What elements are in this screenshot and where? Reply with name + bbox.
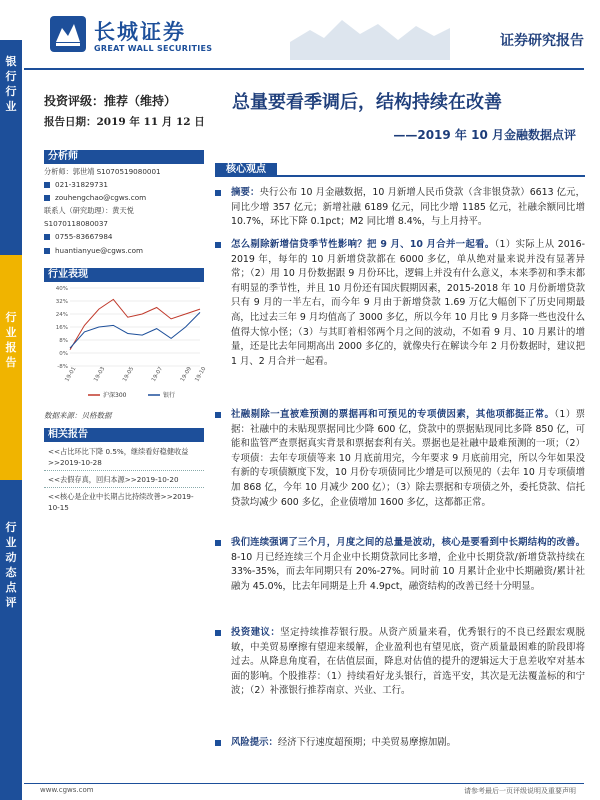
contact-license-text: S1070118080037 — [44, 219, 109, 228]
x-tick-label: 19-07 — [150, 366, 165, 383]
logo-text-en: GREAT WALL SECURITIES — [94, 44, 213, 53]
header-divider — [24, 68, 584, 70]
sidebar-segment-industry — [0, 40, 22, 255]
risk-paragraph — [215, 736, 585, 751]
y-tick-label: 40% — [55, 286, 68, 292]
trend-box-title: 行业表现 — [44, 268, 204, 282]
phone-icon — [44, 182, 50, 188]
investment-rating: 投资评级：推荐（维持） — [44, 94, 177, 108]
paragraph-text: （1）实际上从 2016-2019 年，每年的 10 月新增贷款都在 6000 多亿，单从绝对量来说并没有显著异常；（2）用 10 月份数据跟 9 月份环比，逻辑上并没有什么意义，本来季初和季末都有明显的季节性，并且 10 月份还有国庆假期因素，2015-2018 年 10 月份新增贷款只有 9 月的一半左右，而今年 9 月由于新增贷款 1.69 万亿大幅创下了历史同期最高，比过去三年 9 月均值高了 3000 多亿，所以今年 10 月比 9 月多降一些也没什么值得大惊小怪；（3）与其盯着相邻两个月之间的波动，不如看 9 月、10 月累计的增量，还是比去年同期高出 2000 多亿的，就像央行在解读今年 2 月份数据时，建议把 1 月、2 月合并一起看。 — [231, 239, 585, 367]
analyst-line — [44, 167, 161, 177]
chart-y-ticks — [56, 286, 68, 370]
contact-email[interactable] — [44, 246, 143, 255]
analyst-name: 分析师：郭世靖 S1070519080001 — [44, 167, 161, 176]
paragraph-text: 8-10 月已经连续三个月企业中长期贷款同比多增，企业中长期贷款/新增贷款持续在 33%-35%，而去年同期只有 20%-27%。同时前 10 月累计企业中长期融资/累计社融为 45.0%，比去年同期是上升 4.9pct，融资结构的改善已经十分明显。 — [231, 551, 585, 592]
contact-email-text: huantianyue@cgws.com — [55, 246, 144, 255]
analyst-phone-text: 021-31829731 — [55, 180, 108, 189]
sidebar-segment-industry-label: 银行行业 — [5, 55, 17, 113]
bullet-icon — [215, 412, 221, 418]
paragraph-lead: 怎么剔除新增信贷季节性影响？把 9 月、10 月合并一起看。 — [231, 239, 495, 250]
contact-line — [44, 206, 134, 216]
chart-x-ticks — [64, 366, 207, 383]
analyst-phone — [44, 180, 108, 189]
paragraph-lead: 摘要： — [231, 187, 260, 198]
chart-source-note: 数据来源：贝格数据 — [44, 411, 112, 420]
related-report-item[interactable]: <<占比环比下降 0.5%，继续看好稳健收益>>2019-10-28 — [48, 447, 189, 467]
paragraph-lead: 风险提示： — [231, 737, 278, 748]
analyst-box-title: 分析师 — [44, 150, 204, 164]
x-tick-label: 19-05 — [122, 366, 136, 383]
chart-legend — [88, 391, 175, 399]
series-line-沪深300 — [70, 299, 200, 349]
bullet-icon — [215, 190, 221, 196]
analyst-email-text: zouhengchao@cgws.com — [55, 193, 147, 202]
paragraph-text: 央行公布 10 月金融数据，10 月新增人民币贷款（含非银贷款）6613 亿元，同比少增 357 亿元；新增社融 6189 亿元，同比少增 1185 亿元，社融余额同比增 10.7%，环比下降 0.1pct；M2 同比增 8.4%，与上月持平。 — [231, 187, 585, 228]
chart-series — [70, 299, 200, 349]
y-tick-label: 24% — [55, 312, 68, 318]
footer-divider — [24, 783, 584, 784]
report-subtitle: ——2019 年 10 月金融数据点评 — [393, 128, 576, 142]
structure-paragraph — [215, 536, 585, 594]
decorative-mountain-band — [290, 12, 450, 60]
legend-label: 银行 — [163, 392, 176, 399]
contact-license — [44, 219, 108, 228]
phone-icon — [44, 234, 50, 240]
core-view-title: 核心观点 — [215, 163, 277, 177]
paragraph-text: （1）票据：社融中的未贴现票据同比少降 600 亿，贷款中的票据贴现同比多降 850 亿，可能和监管严查票据真实背景和票据套利有关。票据也是社融中最难预测的一项；（2）专项债：去年专项债等来 10 月底前用完，今年要求 9 月底前用完，所以今年如果没有新的专项债额度下发，10 月份专项债同比少增是可以预见的（去年 10 月专项债增加 868 亿，今年 10 月减少 200 亿）；（3）除去票据和专项债之外，委托贷款、信托贷款均减少 600 多亿，企业债增加 1600 多亿，这都都正常。 — [231, 409, 585, 508]
legend-label: 沪深300 — [103, 392, 127, 399]
social-financing-paragraph — [215, 408, 585, 510]
analyst-email[interactable] — [44, 193, 146, 202]
core-view-header — [215, 163, 585, 177]
x-tick-label: 19-03 — [93, 366, 107, 383]
related-report-item[interactable]: <<去假存真，回归本源>>2019-10-20 — [48, 475, 179, 484]
x-tick-label: 19-01 — [64, 366, 78, 383]
related-divider — [44, 470, 204, 471]
report-type-label: 证券研究报告 — [500, 33, 584, 49]
email-icon — [44, 195, 50, 201]
logo-text-cn: 长城证券 — [94, 20, 186, 44]
core-view-rule — [277, 175, 585, 177]
x-tick-label: 19-09 — [179, 366, 194, 383]
y-tick-label: 32% — [55, 299, 68, 305]
chart-grid — [70, 288, 200, 366]
paragraph-text: 经济下行速度超预期；中美贸易摩擦加剧。 — [277, 737, 457, 748]
y-tick-label: -8% — [57, 364, 68, 370]
related-report-item[interactable]: <<核心是企业中长期占比持续改善>>2019-10-15 — [48, 492, 194, 512]
related-reports-title: 相关报告 — [44, 428, 204, 442]
company-logo — [48, 14, 248, 66]
paragraph-lead: 我们连续强调了三个月，月度之间的总量是波动，核心是要看到中长期结构的改善。 — [231, 537, 585, 548]
investment-advice-paragraph — [215, 626, 585, 699]
sidebar-segment-dynamic-label: 行业动态点评 — [5, 521, 17, 609]
contact-phone — [44, 232, 112, 241]
series-line-银行 — [70, 312, 200, 348]
footer-website-link[interactable]: www.cgws.com — [40, 786, 94, 794]
bullet-icon — [215, 242, 221, 248]
y-tick-label: 8% — [59, 338, 68, 344]
contact-phone-text: 0755-83667984 — [55, 232, 113, 241]
seasonality-paragraph — [215, 238, 585, 369]
logo-mark-icon — [48, 14, 88, 54]
paragraph-text: 坚定持续推荐银行股。从资产质量来看，优秀银行的不良已经跟宏观脱敏，中美贸易摩擦有望迎来缓解，企业盈利也有望见底，资产质量最困难的阶段即将过去。从降息角度看，在估值层面，降息对估值的提升的逻辑远大于息差收窄对基本面的影响。个股推荐：（1）持续看好龙头银行，首选平安，其次是无法覆盖标的和宁波；（2）补涨银行推荐南京、兴业、工行。 — [231, 627, 585, 697]
sidebar-segment-dynamic — [0, 480, 22, 800]
y-tick-label: 16% — [55, 325, 68, 331]
x-tick-label: 19-10 — [194, 366, 208, 383]
sidebar-segment-report — [0, 255, 22, 480]
paragraph-lead: 投资建议： — [231, 627, 281, 638]
summary-paragraph — [215, 186, 585, 230]
bullet-icon — [215, 630, 221, 636]
footer-disclaimer: 请参考最后一页评级说明及重要声明 — [464, 787, 576, 795]
paragraph-lead: 社融剔除一直被难预测的票据再和可预见的专项债因素，其他项都挺正常。 — [231, 409, 555, 420]
bullet-icon — [215, 540, 221, 546]
report-date: 报告日期：2019 年 11 月 12 日 — [44, 116, 205, 128]
contact-name: 联系人（研究助理）：黄天悦 — [44, 206, 134, 215]
bullet-icon — [215, 740, 221, 746]
y-tick-label: 0% — [59, 351, 68, 357]
industry-performance-chart — [44, 282, 208, 402]
related-divider — [44, 487, 204, 488]
left-sidebar — [0, 40, 22, 800]
sidebar-segment-report-label: 行业报告 — [5, 311, 17, 369]
report-title: 总量要看季调后，结构持续在改善 — [232, 92, 502, 113]
email-icon — [44, 248, 50, 254]
